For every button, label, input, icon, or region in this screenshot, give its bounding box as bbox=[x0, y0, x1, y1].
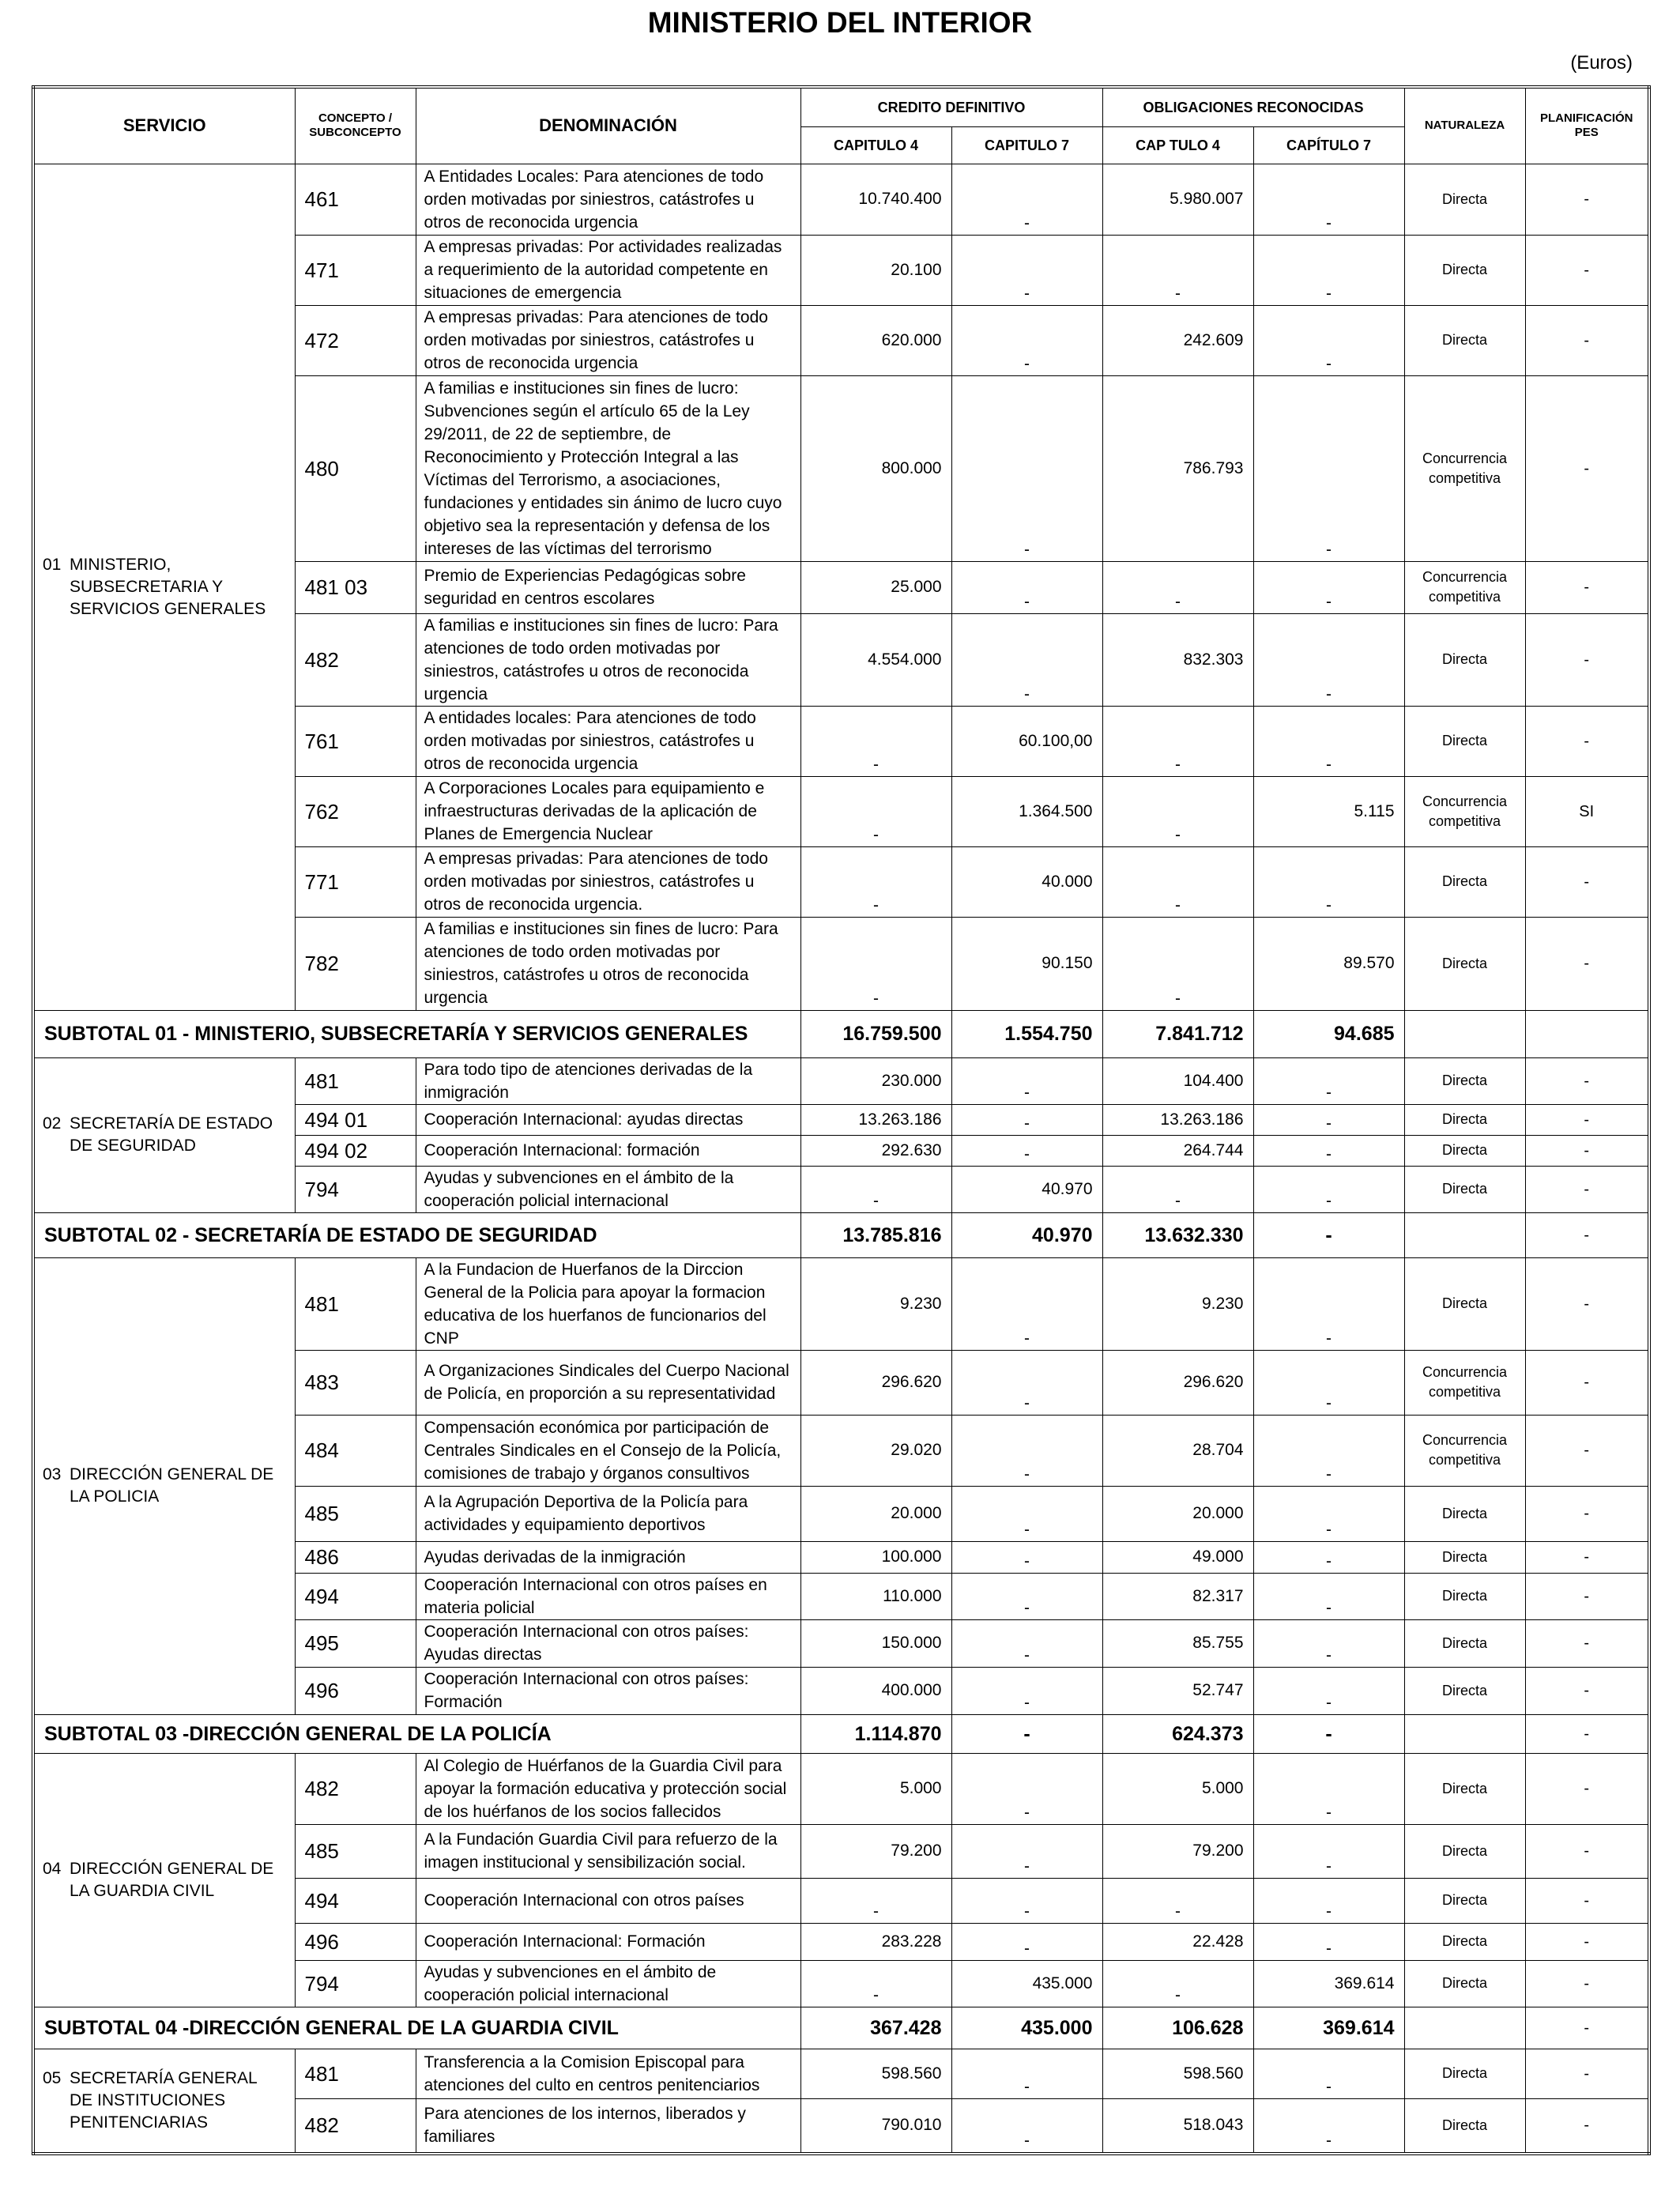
naturaleza: Directa bbox=[1404, 1104, 1525, 1135]
subtotal-row bbox=[33, 1212, 1649, 1257]
denomination: A la Fundacion de Huerfanos de la Dirccion General de la Policia para apoyar la formacion educativa de los huerfanos de funcionarios del CNP bbox=[416, 1257, 800, 1350]
credit-cap4: - bbox=[800, 1960, 951, 2007]
obligation-cap4: 518.043 bbox=[1102, 2098, 1253, 2154]
denomination: Para todo tipo de atenciones derivadas de la inmigración bbox=[416, 1057, 800, 1104]
obligation-cap4: 79.200 bbox=[1102, 1824, 1253, 1878]
obligation-cap7: - bbox=[1253, 1878, 1404, 1923]
credit-cap7: - bbox=[951, 1878, 1102, 1923]
denomination: A familias e instituciones sin fines de lucro: Para atenciones de todo orden motivadas por siniestros, catástrofes u otros de reconocida urgencia bbox=[416, 917, 800, 1010]
obligation-cap7: - bbox=[1253, 1057, 1404, 1104]
planificacion-pes: - bbox=[1525, 375, 1649, 561]
denomination: Cooperación Internacional con otros países: Formación bbox=[416, 1667, 800, 1714]
obligation-cap4: 264.744 bbox=[1102, 1135, 1253, 1166]
subtotal-pes: - bbox=[1525, 2007, 1649, 2049]
obligation-cap7: - bbox=[1253, 1350, 1404, 1415]
credit-cap4: 20.100 bbox=[800, 235, 951, 305]
obligation-cap7: - bbox=[1253, 1135, 1404, 1166]
naturaleza: Directa bbox=[1404, 1541, 1525, 1573]
concept-code: 485 bbox=[295, 1824, 416, 1878]
header-denominacion: DENOMINACIÓN bbox=[416, 87, 800, 164]
planificacion-pes: - bbox=[1525, 1415, 1649, 1486]
concept-code: 482 bbox=[295, 613, 416, 706]
obligation-cap7: - bbox=[1253, 1619, 1404, 1667]
obligation-cap7: - bbox=[1253, 613, 1404, 706]
concept-code: 794 bbox=[295, 1166, 416, 1212]
concept-code: 486 bbox=[295, 1541, 416, 1573]
denomination: Premio de Experiencias Pedagógicas sobre seguridad en centros escolares bbox=[416, 561, 800, 613]
credit-cap7: 1.364.500 bbox=[951, 776, 1102, 846]
credit-cap4: 79.200 bbox=[800, 1824, 951, 1878]
obligation-cap7: - bbox=[1253, 846, 1404, 917]
planificacion-pes: SI bbox=[1525, 776, 1649, 846]
planificacion-pes: - bbox=[1525, 305, 1649, 375]
obligation-cap4: 20.000 bbox=[1102, 1486, 1253, 1541]
concept-code: 771 bbox=[295, 846, 416, 917]
naturaleza: Directa bbox=[1404, 1257, 1525, 1350]
denomination: A la Fundación Guardia Civil para refuerzo de la imagen institucional y sensibilización social. bbox=[416, 1824, 800, 1878]
credit-cap7: - bbox=[951, 1415, 1102, 1486]
obligation-cap4: 28.704 bbox=[1102, 1415, 1253, 1486]
obligation-cap4: 598.560 bbox=[1102, 2049, 1253, 2098]
service-name-cell bbox=[33, 1257, 295, 1714]
header-naturaleza: NATURALEZA bbox=[1404, 87, 1525, 164]
table-row bbox=[33, 1753, 1649, 1824]
obligation-cap4: - bbox=[1102, 846, 1253, 917]
subtotal-c7: 1.554.750 bbox=[951, 1010, 1102, 1057]
credit-cap7: - bbox=[951, 375, 1102, 561]
credit-cap7: - bbox=[951, 1257, 1102, 1350]
obligation-cap7: - bbox=[1253, 1166, 1404, 1212]
planificacion-pes: - bbox=[1525, 706, 1649, 776]
header-planificacion: PLANIFICACIÓN PES bbox=[1525, 87, 1649, 164]
units-label: (Euros) bbox=[1570, 52, 1633, 74]
obligation-cap7: - bbox=[1253, 1573, 1404, 1619]
subtotal-o4: 7.841.712 bbox=[1102, 1010, 1253, 1057]
naturaleza: Concurrencia competitiva bbox=[1404, 375, 1525, 561]
planificacion-pes: - bbox=[1525, 1486, 1649, 1541]
service-name: MINISTERIO, SUBSECRETARIA Y SERVICIOS GENERALES bbox=[70, 555, 266, 618]
concept-code: 496 bbox=[295, 1667, 416, 1714]
obligation-cap7: 5.115 bbox=[1253, 776, 1404, 846]
obligation-cap4: 82.317 bbox=[1102, 1573, 1253, 1619]
naturaleza: Directa bbox=[1404, 1166, 1525, 1212]
subtotal-o4: 13.632.330 bbox=[1102, 1212, 1253, 1257]
obligation-cap7: - bbox=[1253, 2098, 1404, 2154]
table-row bbox=[33, 164, 1649, 235]
table-row bbox=[33, 2049, 1649, 2098]
denomination: Cooperación Internacional: formación bbox=[416, 1135, 800, 1166]
obligation-cap7: - bbox=[1253, 1486, 1404, 1541]
obligation-cap4: 52.747 bbox=[1102, 1667, 1253, 1714]
obligation-cap4: 13.263.186 bbox=[1102, 1104, 1253, 1135]
credit-cap7: 40.970 bbox=[951, 1166, 1102, 1212]
credit-cap7: - bbox=[951, 613, 1102, 706]
concept-code: 481 03 bbox=[295, 561, 416, 613]
concept-code: 496 bbox=[295, 1923, 416, 1960]
obligation-cap7: 369.614 bbox=[1253, 1960, 1404, 2007]
subtotal-row bbox=[33, 1010, 1649, 1057]
denomination: A empresas privadas: Para atenciones de todo orden motivadas por siniestros, catástrofes u otros de reconocida urgencia bbox=[416, 305, 800, 375]
subtotal-label: SUBTOTAL 02 - SECRETARÍA DE ESTADO DE SEGURIDAD bbox=[33, 1212, 800, 1257]
obligation-cap7: - bbox=[1253, 561, 1404, 613]
naturaleza: Directa bbox=[1404, 1753, 1525, 1824]
credit-cap4: 150.000 bbox=[800, 1619, 951, 1667]
obligation-cap4: 5.980.007 bbox=[1102, 164, 1253, 235]
credit-cap4: 4.554.000 bbox=[800, 613, 951, 706]
concept-code: 472 bbox=[295, 305, 416, 375]
naturaleza: Directa bbox=[1404, 164, 1525, 235]
naturaleza: Directa bbox=[1404, 846, 1525, 917]
subtotal-o7: 94.685 bbox=[1253, 1010, 1404, 1057]
planificacion-pes: - bbox=[1525, 1541, 1649, 1573]
naturaleza: Concurrencia competitiva bbox=[1404, 776, 1525, 846]
naturaleza: Directa bbox=[1404, 1923, 1525, 1960]
planificacion-pes: - bbox=[1525, 1960, 1649, 2007]
credit-cap7: - bbox=[951, 1541, 1102, 1573]
credit-cap7: - bbox=[951, 164, 1102, 235]
obligation-cap4: 786.793 bbox=[1102, 375, 1253, 561]
credit-cap4: 20.000 bbox=[800, 1486, 951, 1541]
credit-cap7: 40.000 bbox=[951, 846, 1102, 917]
concept-code: 761 bbox=[295, 706, 416, 776]
naturaleza: Directa bbox=[1404, 2098, 1525, 2154]
credit-cap7: - bbox=[951, 1104, 1102, 1135]
planificacion-pes: - bbox=[1525, 2098, 1649, 2154]
obligation-cap4: - bbox=[1102, 776, 1253, 846]
planificacion-pes: - bbox=[1525, 1923, 1649, 1960]
planificacion-pes: - bbox=[1525, 235, 1649, 305]
obligation-cap7: - bbox=[1253, 164, 1404, 235]
obligation-cap4: 104.400 bbox=[1102, 1057, 1253, 1104]
obligation-cap4: 5.000 bbox=[1102, 1753, 1253, 1824]
credit-cap4: 13.263.186 bbox=[800, 1104, 951, 1135]
planificacion-pes: - bbox=[1525, 1257, 1649, 1350]
obligation-cap4: 49.000 bbox=[1102, 1541, 1253, 1573]
credit-cap4: 10.740.400 bbox=[800, 164, 951, 235]
credit-cap4: 790.010 bbox=[800, 2098, 951, 2154]
credit-cap7: - bbox=[951, 1135, 1102, 1166]
concept-code: 481 bbox=[295, 2049, 416, 2098]
obligation-cap4: 242.609 bbox=[1102, 305, 1253, 375]
header-cap4-credito: CAPITULO 4 bbox=[800, 126, 951, 164]
obligation-cap7: - bbox=[1253, 1541, 1404, 1573]
subtotal-c7: 40.970 bbox=[951, 1212, 1102, 1257]
credit-cap7: - bbox=[951, 235, 1102, 305]
credit-cap7: 90.150 bbox=[951, 917, 1102, 1010]
planificacion-pes: - bbox=[1525, 1824, 1649, 1878]
naturaleza: Concurrencia competitiva bbox=[1404, 1415, 1525, 1486]
naturaleza: Directa bbox=[1404, 1667, 1525, 1714]
service-name-cell bbox=[33, 1057, 295, 1212]
header-servicio: SERVICIO bbox=[33, 87, 295, 164]
concept-code: 481 bbox=[295, 1057, 416, 1104]
header-cap7-credito: CAPITULO 7 bbox=[951, 126, 1102, 164]
table-row bbox=[33, 1057, 1649, 1104]
service-name: DIRECCIÓN GENERAL DE LA POLICIA bbox=[70, 1465, 274, 1506]
denomination: Cooperación Internacional: ayudas directas bbox=[416, 1104, 800, 1135]
credit-cap7: - bbox=[951, 1486, 1102, 1541]
denomination: Cooperación Internacional con otros países bbox=[416, 1878, 800, 1923]
denomination: A Entidades Locales: Para atenciones de todo orden motivadas por siniestros, catástrofes u otros de reconocida urgencia bbox=[416, 164, 800, 235]
planificacion-pes: - bbox=[1525, 1057, 1649, 1104]
credit-cap4: 598.560 bbox=[800, 2049, 951, 2098]
subtotal-row bbox=[33, 1714, 1649, 1753]
service-name: DIRECCIÓN GENERAL DE LA GUARDIA CIVIL bbox=[70, 1859, 274, 1900]
concept-code: 794 bbox=[295, 1960, 416, 2007]
obligation-cap4: 296.620 bbox=[1102, 1350, 1253, 1415]
denomination: A la Agrupación Deportiva de la Policía para actividades y equipamiento deportivos bbox=[416, 1486, 800, 1541]
subtotal-pes: - bbox=[1525, 1212, 1649, 1257]
credit-cap7: - bbox=[951, 2049, 1102, 2098]
naturaleza: Directa bbox=[1404, 1960, 1525, 2007]
credit-cap4: 100.000 bbox=[800, 1541, 951, 1573]
naturaleza: Directa bbox=[1404, 1057, 1525, 1104]
credit-cap7: - bbox=[951, 1753, 1102, 1824]
planificacion-pes: - bbox=[1525, 1135, 1649, 1166]
subtotal-naturaleza bbox=[1404, 1714, 1525, 1753]
naturaleza: Directa bbox=[1404, 2049, 1525, 2098]
planificacion-pes: - bbox=[1525, 846, 1649, 917]
concept-code: 471 bbox=[295, 235, 416, 305]
denomination: A empresas privadas: Para atenciones de todo orden motivadas por siniestros, catástrofes u otros de reconocida urgencia. bbox=[416, 846, 800, 917]
service-number: 04 bbox=[43, 1859, 62, 1878]
naturaleza: Directa bbox=[1404, 706, 1525, 776]
credit-cap4: - bbox=[800, 846, 951, 917]
credit-cap4: 9.230 bbox=[800, 1257, 951, 1350]
subtotal-row bbox=[33, 2007, 1649, 2049]
subtotal-pes bbox=[1525, 1010, 1649, 1057]
header-obligaciones: OBLIGACIONES RECONOCIDAS bbox=[1102, 87, 1404, 126]
service-name-cell bbox=[33, 1753, 295, 2007]
obligation-cap4: 85.755 bbox=[1102, 1619, 1253, 1667]
denomination: A familias e instituciones sin fines de lucro: Subvenciones según el artículo 65 de la Ley 29/2011, de 22 de septiembre, de Reconocimiento y Protección Integral a las Víctimas del Terrorismo, a asociaciones, fundaciones y entidades sin ánimo de lucro cuyo objetivo sea la representación y defensa de los intereses de las víctimas del terrorismo bbox=[416, 375, 800, 561]
subtotal-o7: 369.614 bbox=[1253, 2007, 1404, 2049]
naturaleza: Directa bbox=[1404, 613, 1525, 706]
credit-cap4: 29.020 bbox=[800, 1415, 951, 1486]
credit-cap4: - bbox=[800, 776, 951, 846]
concept-code: 494 02 bbox=[295, 1135, 416, 1166]
service-number: 03 bbox=[43, 1465, 62, 1483]
credit-cap7: - bbox=[951, 1350, 1102, 1415]
credit-cap7: - bbox=[951, 305, 1102, 375]
subtotal-naturaleza bbox=[1404, 1010, 1525, 1057]
naturaleza: Directa bbox=[1404, 1878, 1525, 1923]
obligation-cap7: 89.570 bbox=[1253, 917, 1404, 1010]
concept-code: 494 01 bbox=[295, 1104, 416, 1135]
obligation-cap4: - bbox=[1102, 1960, 1253, 2007]
credit-cap4: 110.000 bbox=[800, 1573, 951, 1619]
credit-cap7: - bbox=[951, 1619, 1102, 1667]
credit-cap4: - bbox=[800, 706, 951, 776]
concept-code: 494 bbox=[295, 1878, 416, 1923]
planificacion-pes: - bbox=[1525, 1104, 1649, 1135]
credit-cap4: 620.000 bbox=[800, 305, 951, 375]
concept-code: 485 bbox=[295, 1486, 416, 1541]
obligation-cap4: - bbox=[1102, 917, 1253, 1010]
credit-cap7: - bbox=[951, 2098, 1102, 2154]
concept-code: 495 bbox=[295, 1619, 416, 1667]
subtotal-label: SUBTOTAL 01 - MINISTERIO, SUBSECRETARÍA Y SERVICIOS GENERALES bbox=[33, 1010, 800, 1057]
obligation-cap7: - bbox=[1253, 1257, 1404, 1350]
denomination: A Organizaciones Sindicales del Cuerpo Nacional de Policía, en proporción a su representatividad bbox=[416, 1350, 800, 1415]
obligation-cap4: - bbox=[1102, 1166, 1253, 1212]
denomination: Compensación económica por participación de Centrales Sindicales en el Consejo de la Policía, comisiones de trabajo y órganos consultivos bbox=[416, 1415, 800, 1486]
obligation-cap7: - bbox=[1253, 235, 1404, 305]
obligation-cap7: - bbox=[1253, 1104, 1404, 1135]
obligation-cap7: - bbox=[1253, 375, 1404, 561]
naturaleza: Directa bbox=[1404, 1824, 1525, 1878]
subtotal-c7: - bbox=[951, 1714, 1102, 1753]
denomination: Cooperación Internacional con otros países en materia policial bbox=[416, 1573, 800, 1619]
denomination: Ayudas derivadas de la inmigración bbox=[416, 1541, 800, 1573]
planificacion-pes: - bbox=[1525, 2049, 1649, 2098]
planificacion-pes: - bbox=[1525, 1166, 1649, 1212]
header-cap4-oblig: CAP TULO 4 bbox=[1102, 126, 1253, 164]
credit-cap7: - bbox=[951, 561, 1102, 613]
concept-code: 480 bbox=[295, 375, 416, 561]
obligation-cap7: - bbox=[1253, 706, 1404, 776]
planificacion-pes: - bbox=[1525, 613, 1649, 706]
denomination: A empresas privadas: Por actividades realizadas a requerimiento de la autoridad competente en situaciones de emergencia bbox=[416, 235, 800, 305]
denomination: Ayudas y subvenciones en el ámbito de la cooperación policial internacional bbox=[416, 1166, 800, 1212]
subtotal-pes: - bbox=[1525, 1714, 1649, 1753]
obligation-cap4: 9.230 bbox=[1102, 1257, 1253, 1350]
obligation-cap7: - bbox=[1253, 1667, 1404, 1714]
subtotal-c4: 13.785.816 bbox=[800, 1212, 951, 1257]
service-number: 01 bbox=[43, 555, 62, 574]
naturaleza: Concurrencia competitiva bbox=[1404, 561, 1525, 613]
concept-code: 782 bbox=[295, 917, 416, 1010]
concept-code: 494 bbox=[295, 1573, 416, 1619]
page-title: MINISTERIO DEL INTERIOR bbox=[647, 6, 1033, 39]
credit-cap7: 435.000 bbox=[951, 1960, 1102, 2007]
concept-code: 482 bbox=[295, 1753, 416, 1824]
subtotal-c4: 16.759.500 bbox=[800, 1010, 951, 1057]
service-number: 02 bbox=[43, 1114, 62, 1133]
subtotal-c4: 367.428 bbox=[800, 2007, 951, 2049]
naturaleza: Directa bbox=[1404, 1135, 1525, 1166]
denomination: Ayudas y subvenciones en el ámbito de cooperación policial internacional bbox=[416, 1960, 800, 2007]
concept-code: 481 bbox=[295, 1257, 416, 1350]
service-name-cell bbox=[33, 2049, 295, 2154]
concept-code: 482 bbox=[295, 2098, 416, 2154]
credit-cap4: - bbox=[800, 1166, 951, 1212]
credit-cap4: 292.630 bbox=[800, 1135, 951, 1166]
table-row bbox=[33, 1257, 1649, 1350]
subtotal-o7: - bbox=[1253, 1714, 1404, 1753]
denomination: Cooperación Internacional: Formación bbox=[416, 1923, 800, 1960]
subtotal-naturaleza bbox=[1404, 2007, 1525, 2049]
naturaleza: Concurrencia competitiva bbox=[1404, 1350, 1525, 1415]
credit-cap4: 400.000 bbox=[800, 1667, 951, 1714]
planificacion-pes: - bbox=[1525, 917, 1649, 1010]
obligation-cap7: - bbox=[1253, 1415, 1404, 1486]
naturaleza: Directa bbox=[1404, 235, 1525, 305]
concept-code: 483 bbox=[295, 1350, 416, 1415]
credit-cap4: 5.000 bbox=[800, 1753, 951, 1824]
planificacion-pes: - bbox=[1525, 1619, 1649, 1667]
denomination: Para atenciones de los internos, liberados y familiares bbox=[416, 2098, 800, 2154]
naturaleza: Directa bbox=[1404, 1619, 1525, 1667]
obligation-cap4: 832.303 bbox=[1102, 613, 1253, 706]
planificacion-pes: - bbox=[1525, 1878, 1649, 1923]
obligation-cap4: 22.428 bbox=[1102, 1923, 1253, 1960]
credit-cap7: - bbox=[951, 1057, 1102, 1104]
denomination: Transferencia a la Comision Episcopal para atenciones del culto en centros penitenciarios bbox=[416, 2049, 800, 2098]
header-cap7-oblig: CAPÍTULO 7 bbox=[1253, 126, 1404, 164]
concept-code: 484 bbox=[295, 1415, 416, 1486]
naturaleza: Directa bbox=[1404, 1486, 1525, 1541]
credit-cap7: 60.100,00 bbox=[951, 706, 1102, 776]
naturaleza: Directa bbox=[1404, 305, 1525, 375]
obligation-cap7: - bbox=[1253, 1753, 1404, 1824]
denomination: Cooperación Internacional con otros países: Ayudas directas bbox=[416, 1619, 800, 1667]
subtotal-o7: - bbox=[1253, 1212, 1404, 1257]
obligation-cap4: - bbox=[1102, 1878, 1253, 1923]
planificacion-pes: - bbox=[1525, 164, 1649, 235]
planificacion-pes: - bbox=[1525, 1753, 1649, 1824]
credit-cap4: 296.620 bbox=[800, 1350, 951, 1415]
credit-cap4: 25.000 bbox=[800, 561, 951, 613]
credit-cap7: - bbox=[951, 1923, 1102, 1960]
naturaleza: Directa bbox=[1404, 1573, 1525, 1619]
service-number: 05 bbox=[43, 2068, 62, 2087]
subtotal-o4: 624.373 bbox=[1102, 1714, 1253, 1753]
denomination: A Corporaciones Locales para equipamiento e infraestructuras derivadas de la aplicación de Planes de Emergencia Nuclear bbox=[416, 776, 800, 846]
service-name-cell bbox=[33, 164, 295, 1010]
subtotal-label: SUBTOTAL 03 -DIRECCIÓN GENERAL DE LA POLICÍA bbox=[33, 1714, 800, 1753]
planificacion-pes: - bbox=[1525, 561, 1649, 613]
planificacion-pes: - bbox=[1525, 1667, 1649, 1714]
denomination: A familias e instituciones sin fines de lucro: Para atenciones de todo orden motivadas por siniestros, catástrofes u otros de reconocida urgencia bbox=[416, 613, 800, 706]
obligation-cap4: - bbox=[1102, 235, 1253, 305]
concept-code: 762 bbox=[295, 776, 416, 846]
credit-cap7: - bbox=[951, 1667, 1102, 1714]
service-name: SECRETARÍA DE ESTADO DE SEGURIDAD bbox=[70, 1114, 273, 1155]
concept-code: 461 bbox=[295, 164, 416, 235]
credit-cap7: - bbox=[951, 1573, 1102, 1619]
obligation-cap7: - bbox=[1253, 305, 1404, 375]
naturaleza: Directa bbox=[1404, 917, 1525, 1010]
credit-cap4: - bbox=[800, 917, 951, 1010]
subsidies-table bbox=[32, 85, 1651, 2155]
credit-cap4: 230.000 bbox=[800, 1057, 951, 1104]
subtotal-naturaleza bbox=[1404, 1212, 1525, 1257]
planificacion-pes: - bbox=[1525, 1350, 1649, 1415]
subtotal-c4: 1.114.870 bbox=[800, 1714, 951, 1753]
credit-cap4: 800.000 bbox=[800, 375, 951, 561]
subtotal-c7: 435.000 bbox=[951, 2007, 1102, 2049]
planificacion-pes: - bbox=[1525, 1573, 1649, 1619]
obligation-cap7: - bbox=[1253, 1824, 1404, 1878]
obligation-cap7: - bbox=[1253, 1923, 1404, 1960]
obligation-cap4: - bbox=[1102, 706, 1253, 776]
denomination: A entidades locales: Para atenciones de todo orden motivadas por siniestros, catástrofes u otros de reconocida urgencia bbox=[416, 706, 800, 776]
credit-cap4: - bbox=[800, 1878, 951, 1923]
credit-cap7: - bbox=[951, 1824, 1102, 1878]
service-name: SECRETARÍA GENERAL DE INSTITUCIONES PENITENCIARIAS bbox=[70, 2068, 257, 2132]
credit-cap4: 283.228 bbox=[800, 1923, 951, 1960]
obligation-cap4: - bbox=[1102, 561, 1253, 613]
subtotal-o4: 106.628 bbox=[1102, 2007, 1253, 2049]
denomination: Al Colegio de Huérfanos de la Guardia Civil para apoyar la formación educativa y protección social de los huérfanos de los socios fallecidos bbox=[416, 1753, 800, 1824]
subtotal-label: SUBTOTAL 04 -DIRECCIÓN GENERAL DE LA GUARDIA CIVIL bbox=[33, 2007, 800, 2049]
header-credito: CREDITO DEFINITIVO bbox=[800, 87, 1102, 126]
header-concepto: CONCEPTO / SUBCONCEPTO bbox=[295, 87, 416, 164]
obligation-cap7: - bbox=[1253, 2049, 1404, 2098]
